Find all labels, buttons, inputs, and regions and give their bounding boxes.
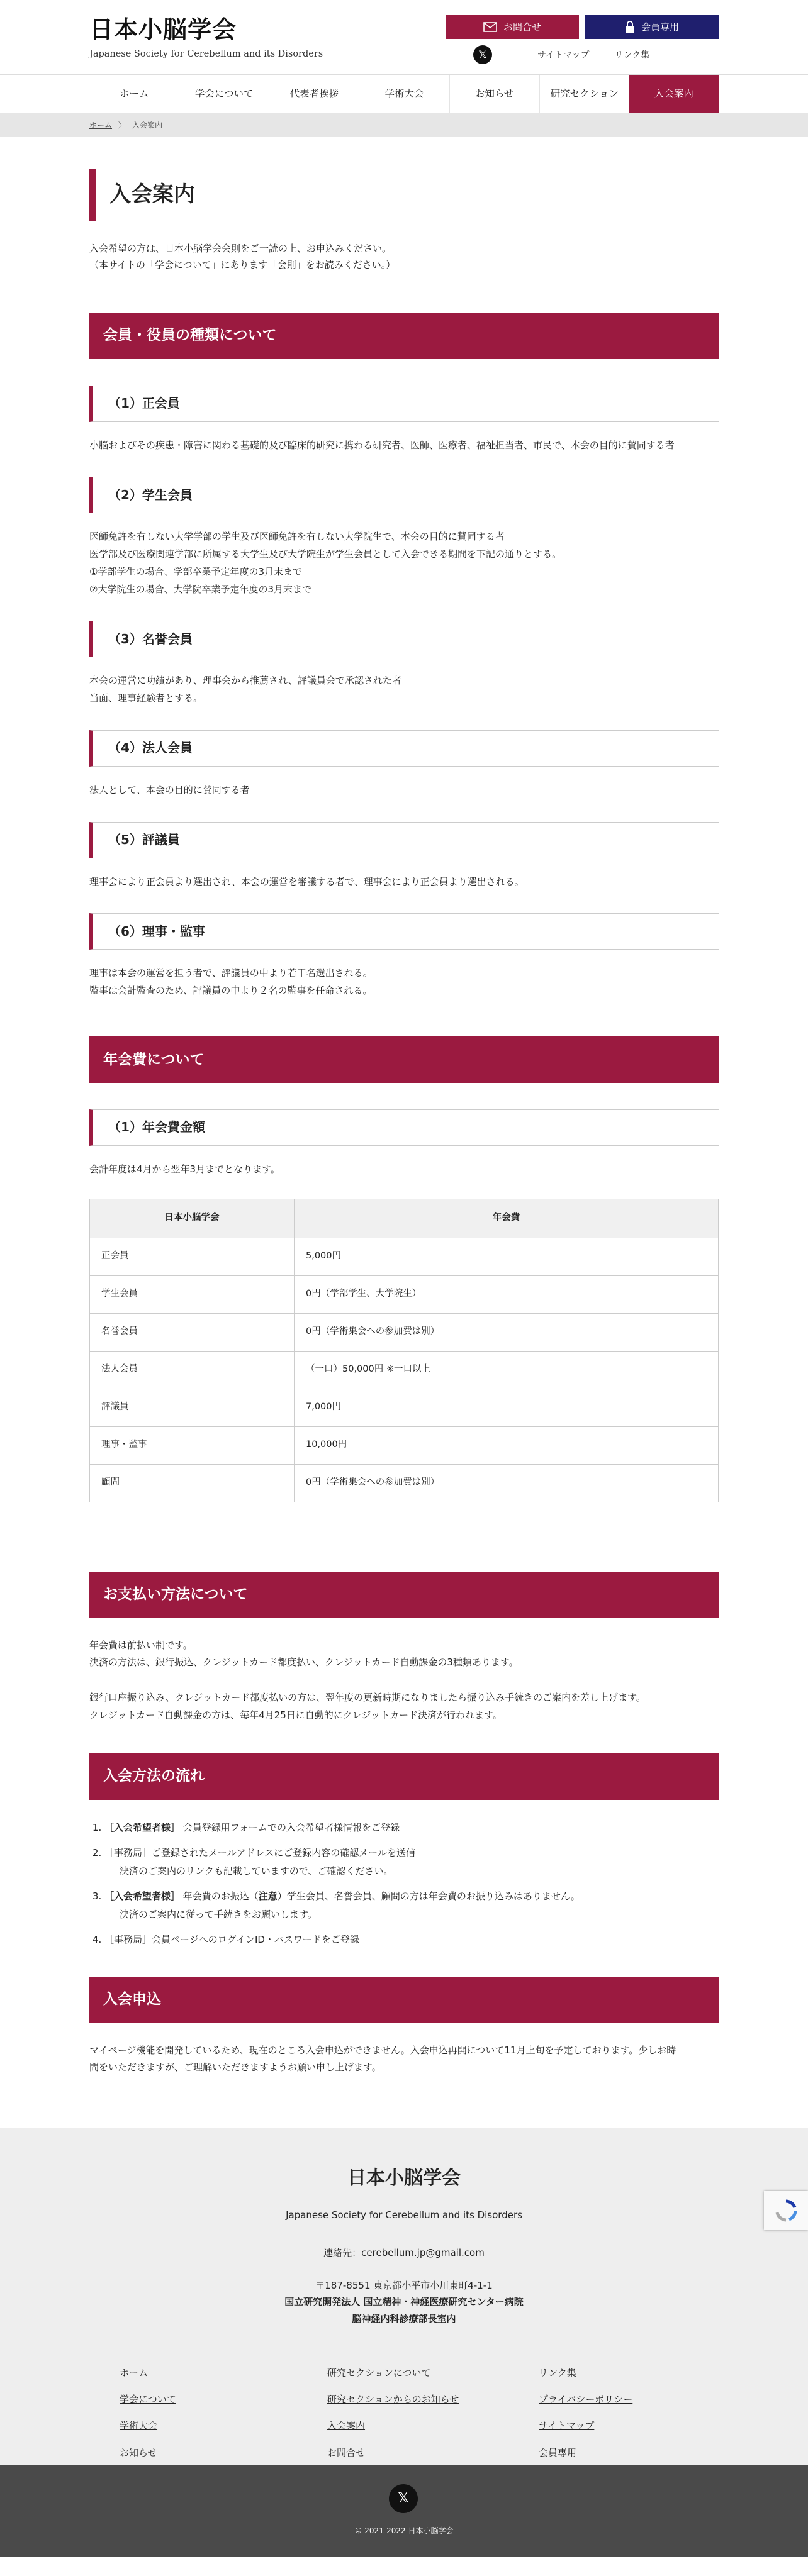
text-line: 医師免許を有しない大学学部の学生及び医師免許を有しない大学院生で、本会の目的に賛同する者 <box>89 531 505 543</box>
subheading-regular-member: （1）正会員 <box>89 386 719 422</box>
nav-item-about[interactable]: 学会について <box>179 75 269 113</box>
subheading-corporate-member: （4）法人会員 <box>89 730 719 767</box>
corporate-member-text <box>89 782 719 799</box>
flow-step-1 <box>104 1819 719 1837</box>
flow-step-text: 会員登録用フォームでの入会希望者様情報をご登録 <box>180 1821 400 1833</box>
text-line: 監事は会計監査のため、評議員の中より２名の監事を任命される。 <box>89 985 373 996</box>
footer-subtitle: Japanese Society for Cerebellum and its Disorders <box>286 2209 522 2221</box>
recaptcha-badge[interactable] <box>764 2191 808 2230</box>
flow-step-text: ［事務局］会員ページへのログインID・パスワードをご登録 <box>104 1934 359 1945</box>
table-row <box>90 1275 719 1313</box>
bottom-bar <box>0 2465 808 2557</box>
member-button-label: 会員専用 <box>641 21 679 33</box>
fee-category: 理事・監事 <box>90 1426 295 1464</box>
fee-amount: （一口）50,000円 ※一口以上 <box>295 1351 719 1389</box>
footer-link-research-section[interactable]: 研究セクションについて <box>327 2367 431 2379</box>
nav-item-home[interactable]: ホーム <box>119 87 149 99</box>
section-heading-annual-fee: 年会費について <box>89 1036 719 1083</box>
text-line: 理事会により正会員より選出され、本会の運営を審議する者で、理事会により正会員より選出される。 <box>89 875 524 887</box>
bylaws-link[interactable]: 会則 <box>277 259 296 271</box>
intro-line-2 <box>89 257 719 273</box>
contact-button-label: お問合せ <box>503 21 541 33</box>
text-line: 銀行口座振り込み、クレジットカード都度払いの方は、翌年度の更新時期になりましたら振り込み手続きのご案内を差し上げます。 <box>89 1692 646 1703</box>
text-line: クレジットカード自動課金の方は、毎年4月25日に自動的にクレジットカード決済が行われます。 <box>89 1709 502 1721</box>
subheading-councilor: （5）評議員 <box>89 822 719 858</box>
section-heading-payment: お支払い方法について <box>89 1572 719 1618</box>
table-row <box>90 1238 719 1275</box>
footer-link-contact[interactable]: お問合せ <box>327 2446 366 2458</box>
subheading-honorary-member: （3）名誉会員 <box>89 621 719 657</box>
text-line: ②大学院生の場合、大学院卒業予定年度の3月末まで <box>89 583 311 595</box>
text-line: 年会費は前払い制です。 <box>89 1639 193 1651</box>
nav-item-research-section[interactable]: 研究セクション <box>539 75 629 113</box>
flow-step-2 <box>104 1844 719 1880</box>
flow-step-note: 決済のご案内のリンクも記載していますので、ご確認ください。 <box>120 1865 393 1877</box>
flow-step-text: ［事務局］ご登録されたメールアドレスにご登録内容の確認メールを送信 <box>104 1847 415 1858</box>
sitemap-link[interactable]: サイトマップ <box>537 50 590 60</box>
fee-amount: 10,000円 <box>295 1426 719 1464</box>
fee-amount: 7,000円 <box>295 1389 719 1426</box>
footer-org-1: 国立研究開発法人 国立精神・神経医療研究センター病院 <box>284 2296 524 2308</box>
lock-icon <box>625 21 635 33</box>
utility-links <box>537 48 649 64</box>
section-heading-flow: 入会方法の流れ <box>89 1753 719 1800</box>
fee-table-header-fee: 年会費 <box>295 1199 719 1238</box>
page-title: 入会案内 <box>89 169 719 221</box>
text-line: 本会の運営に功績があり、理事会から推薦され、評議員会で承認された者 <box>89 675 401 687</box>
fee-table <box>89 1199 719 1502</box>
intro-text-c: 」をお読みください。） <box>296 259 396 271</box>
fee-amount: 0円（学術集会への参加費は別） <box>295 1313 719 1351</box>
main-content <box>89 169 719 2077</box>
copyright: © 2021-2022 日本小脳学会 <box>354 2526 454 2535</box>
text-line: 当面、理事経験者とする。 <box>89 692 203 704</box>
flow-step-3 <box>104 1887 719 1923</box>
flow-step-text: ）学生会員、名誉会員、顧問の方は年会費のお振り込みはありません。 <box>277 1890 580 1902</box>
section-heading-member-types: 会員・役員の種類について <box>89 313 719 359</box>
apply-text <box>89 2042 719 2077</box>
footer-email: 連絡先：cerebellum.jp@gmail.com <box>323 2246 485 2258</box>
intro-text <box>89 240 719 274</box>
intro-text-a: （本サイトの「 <box>89 259 155 271</box>
honorary-member-text <box>89 672 719 708</box>
footer-link-member-only[interactable]: 会員専用 <box>539 2446 577 2458</box>
student-member-text <box>89 528 719 598</box>
breadcrumb <box>0 113 808 137</box>
table-row <box>90 1351 719 1389</box>
flow-step-caution: 注意 <box>258 1890 278 1902</box>
breadcrumb-current: 入会案内 <box>132 120 163 130</box>
director-auditor-text <box>89 965 719 1000</box>
fee-category: 顧問 <box>90 1464 295 1502</box>
nav-item-membership[interactable]: 入会案内 <box>629 75 719 113</box>
text-line: 間をいただきますが、ご理解いただきますようお願い申し上げます。 <box>89 2062 381 2074</box>
text-line: 法人として、本会の目的に賛同する者 <box>89 784 250 796</box>
site-header <box>0 0 808 74</box>
intro-line-1: 入会希望の方は、日本小脳学会会則をご一読の上、お申込みください。 <box>89 243 392 254</box>
footer-link-conference[interactable]: 学術大会 <box>120 2420 158 2432</box>
nav-item-news[interactable]: お知らせ <box>449 75 539 113</box>
text-line: 決済の方法は、銀行振込、クレジットカード都度払い、クレジットカード自動課金の3種類あります。 <box>89 1657 519 1668</box>
global-nav <box>0 74 808 113</box>
footer-address <box>0 2277 808 2327</box>
footer-links <box>89 2365 719 2461</box>
flow-step-text: 年会費のお振込（ <box>180 1890 259 1902</box>
mail-icon <box>483 22 497 32</box>
text-line: 理事は本会の運営を担う者で、評議員の中より若干名選出される。 <box>89 967 373 979</box>
footer-link-research-news[interactable]: 研究セクションからのお知らせ <box>327 2394 459 2405</box>
contact-button[interactable] <box>446 15 579 39</box>
x-social-icon[interactable]: 𝕏 <box>473 45 492 64</box>
flow-steps <box>89 1819 719 1949</box>
footer-link-news[interactable]: お知らせ <box>120 2446 157 2458</box>
footer-link-privacy[interactable]: プライバシーポリシー <box>539 2394 633 2405</box>
breadcrumb-separator: 〉 <box>118 120 126 130</box>
footer-link-about[interactable]: 学会について <box>120 2394 176 2405</box>
fee-category: 名誉会員 <box>90 1313 295 1351</box>
fee-table-header-category: 日本小脳学会 <box>90 1199 295 1238</box>
table-row <box>90 1464 719 1502</box>
footer-link-membership[interactable]: 入会案内 <box>327 2420 366 2432</box>
flow-step-actor: ［入会希望者様］ <box>104 1890 181 1902</box>
subheading-director-auditor: （6）理事・監事 <box>89 913 719 950</box>
text-line: 小脳およびその疾患・障害に関わる基礎的及び臨床的研究に携わる研究者、医師、医療者、福祉担当者、市民で、本会の目的に賛同する者 <box>89 439 675 451</box>
flow-step-4 <box>104 1931 719 1949</box>
about-link[interactable]: 学会について <box>154 259 211 271</box>
councilor-text <box>89 874 719 891</box>
fee-category: 法人会員 <box>90 1351 295 1389</box>
fee-amount: 0円（学部学生、大学院生） <box>295 1275 719 1313</box>
text-line: マイページ機能を開発しているため、現在のところ入会申込ができません。入会申込再開について11月上旬を予定しております。少しお時 <box>89 2044 676 2056</box>
flow-step-actor: ［入会希望者様］ <box>104 1821 181 1833</box>
payment-text-2 <box>89 1689 719 1724</box>
fiscal-year-note: 会計年度は4月から翌年3月までとなります。 <box>89 1163 280 1175</box>
footer-title: 日本小脳学会 <box>347 2167 461 2189</box>
flow-step-note: 決済のご案内に従って手続きをお願いします。 <box>120 1908 317 1920</box>
site-logo-subtitle: Japanese Society for Cerebellum and its Disorders <box>89 49 323 59</box>
nav-item-greeting[interactable]: 代表者挨拶 <box>269 75 359 113</box>
fee-amount: 0円（学術集会への参加費は別） <box>295 1464 719 1502</box>
breadcrumb-home[interactable]: ホーム <box>89 120 113 130</box>
nav-item-conference[interactable]: 学術大会 <box>359 75 449 113</box>
payment-text-1 <box>89 1637 719 1672</box>
fee-table-header <box>90 1199 719 1238</box>
intro-text-b: 」にあります「 <box>211 259 278 271</box>
footer-org-2: 脳神経内科診療部長室内 <box>352 2312 456 2324</box>
table-row <box>90 1389 719 1426</box>
fee-category: 学生会員 <box>90 1275 295 1313</box>
footer-link-links[interactable]: リンク集 <box>539 2367 576 2379</box>
footer-link-sitemap[interactable]: サイトマップ <box>539 2420 595 2432</box>
fee-amount: 5,000円 <box>295 1238 719 1275</box>
table-row <box>90 1426 719 1464</box>
regular-member-text <box>89 437 719 455</box>
fee-category: 評議員 <box>90 1389 295 1426</box>
recaptcha-icon <box>773 2198 799 2223</box>
text-line: ①学部学生の場合、学部卒業予定年度の3月末まで <box>89 565 302 577</box>
site-logo[interactable]: 日本小脳学会 <box>89 15 237 43</box>
table-row <box>90 1313 719 1351</box>
links-link[interactable]: リンク集 <box>614 50 650 60</box>
x-social-icon-footer[interactable]: 𝕏 <box>389 2484 418 2513</box>
site-footer <box>0 2128 808 2465</box>
subheading-student-member: （2）学生会員 <box>89 477 719 513</box>
footer-postal-address: 〒187-8551 東京都小平市小川東町4-1-1 <box>315 2280 493 2291</box>
subheading-fee-amount: （1）年会費金額 <box>89 1109 719 1146</box>
section-heading-apply: 入会申込 <box>89 1977 719 2023</box>
footer-link-home[interactable]: ホーム <box>120 2367 149 2379</box>
fee-category: 正会員 <box>90 1238 295 1275</box>
member-button[interactable] <box>585 15 719 39</box>
text-line: 医学部及び医療関連学部に所属する大学生及び大学院生が学生会員として入会できる期間を下記の通りとする。 <box>89 548 562 560</box>
